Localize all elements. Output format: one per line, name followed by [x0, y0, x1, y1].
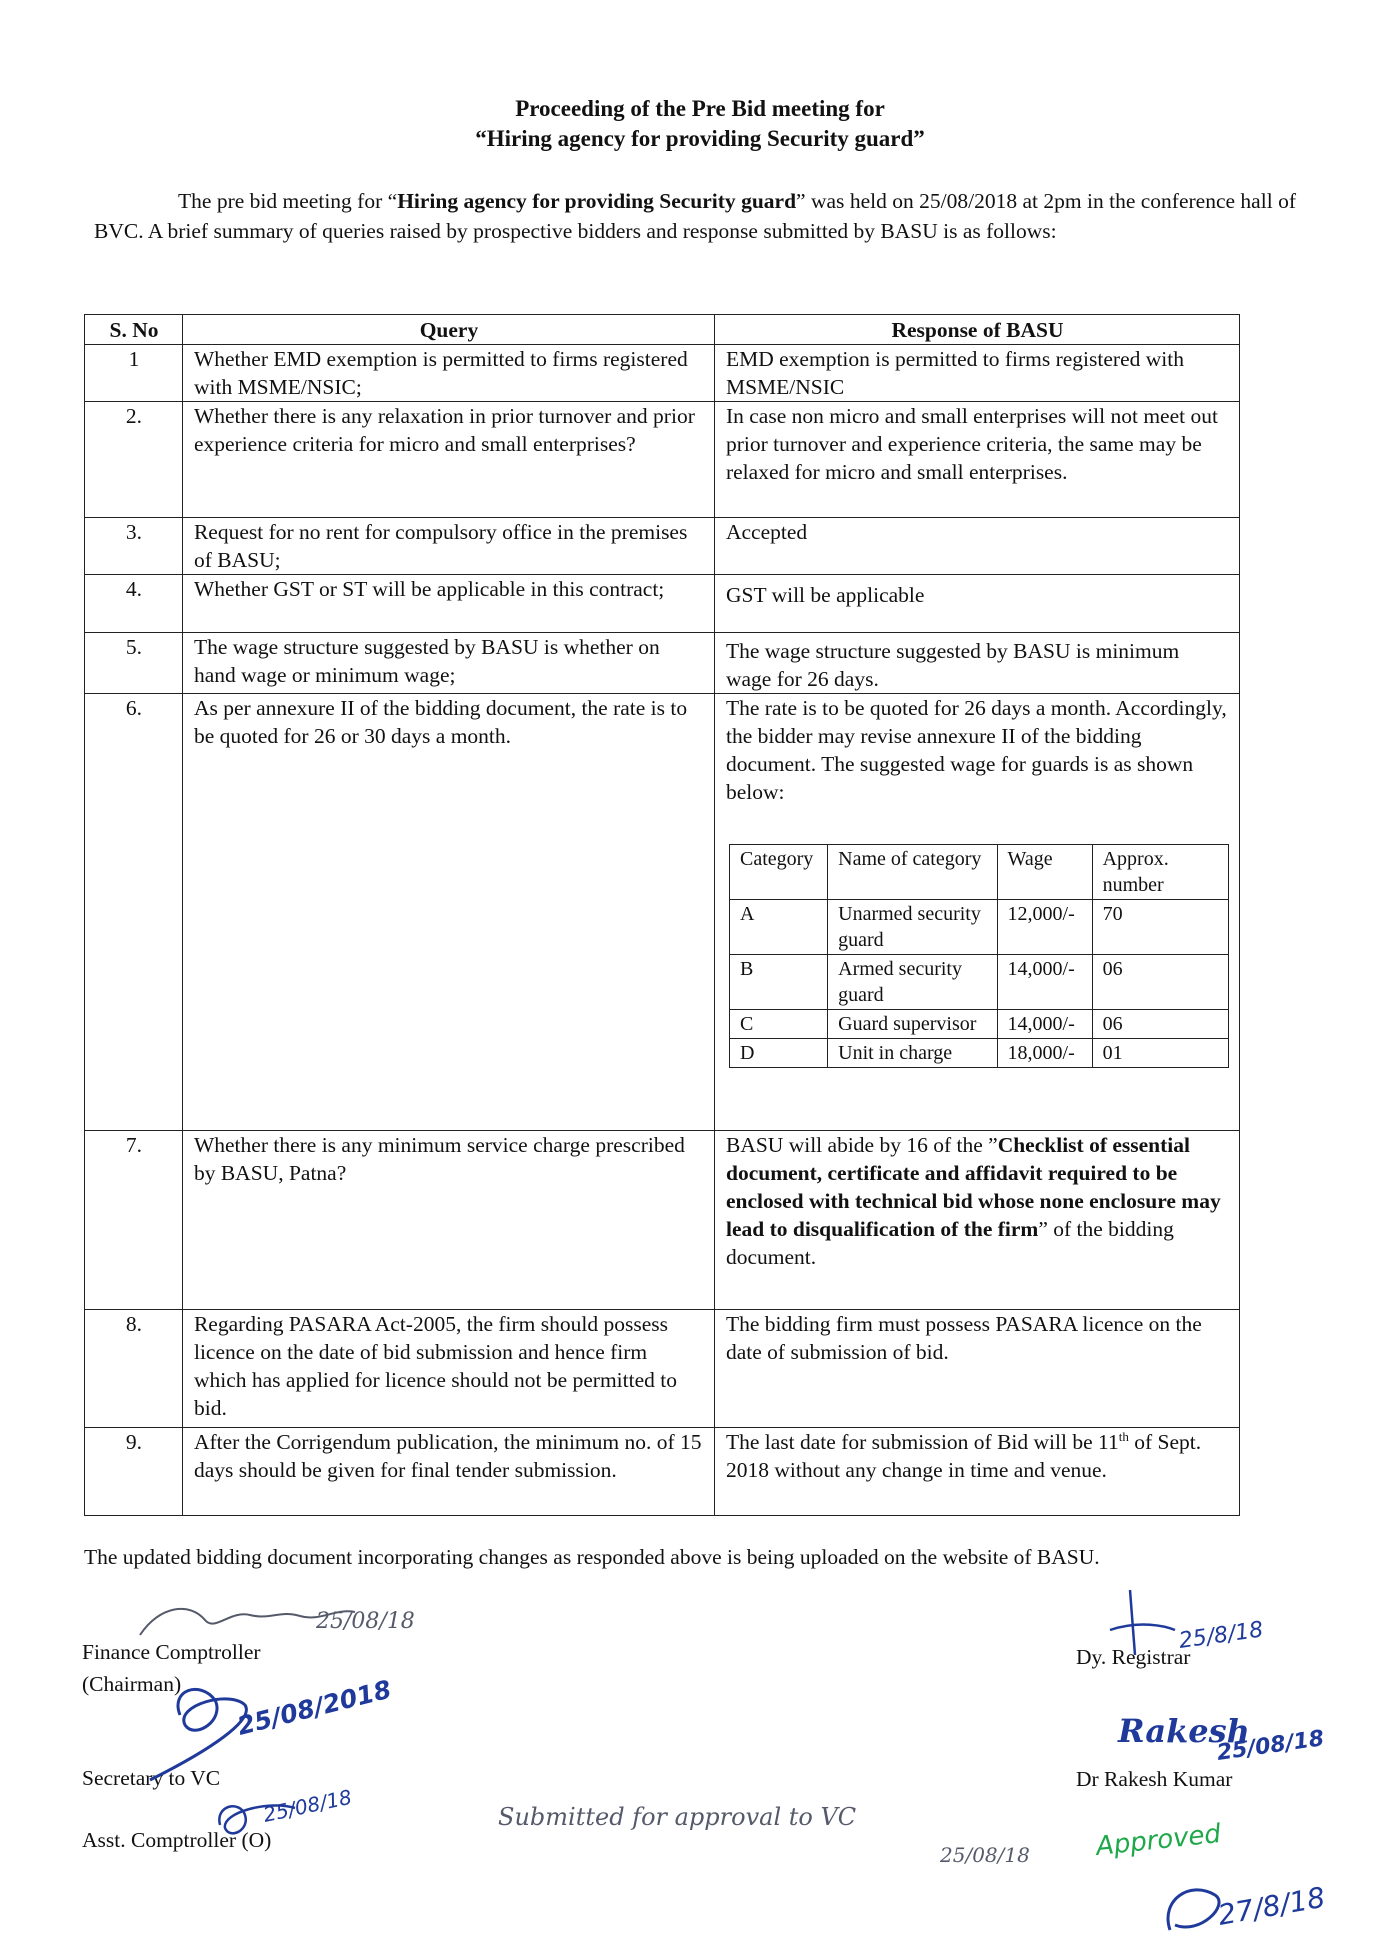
dr-rakesh-kumar-label: Dr Rakesh Kumar: [1076, 1767, 1233, 1791]
row-response: EMD exemption is permitted to firms registered with MSME/NSIC: [714, 345, 1239, 402]
row-response-pre: The last date for submission of Bid will be 11: [725, 1430, 1119, 1454]
asst-comptroller-label: Asst. Comptroller (O): [82, 1828, 272, 1852]
sig5-date: 25/08/18: [1215, 1726, 1326, 1766]
row-response-text: The wage structure suggested by BASU is minimum wage for 26 days.: [725, 639, 1180, 691]
wage-header-number: Approx. number: [1092, 845, 1228, 900]
row-sno: 7.: [85, 1131, 183, 1310]
wage-name: Unit in charge: [828, 1039, 997, 1068]
row-sno: 4.: [85, 575, 183, 633]
dy-registrar-signature: [1110, 1590, 1265, 1655]
wage-category: A: [729, 900, 827, 955]
wage-header-wage: Wage: [997, 845, 1092, 900]
row-sno: 9.: [85, 1428, 183, 1516]
row-sno: 6.: [85, 694, 183, 1131]
sig4-date: 25/8/18: [1177, 1617, 1265, 1654]
wage-number: 70: [1092, 900, 1228, 955]
row-query: As per annexure II of the bidding document, the rate is to be quoted for 26 or 30 days a month.: [182, 694, 714, 1131]
wage-amount: 14,000/-: [997, 1010, 1092, 1039]
row-query: The wage structure suggested by BASU is whether on hand wage or minimum wage;: [182, 633, 714, 694]
approved-text: Approved: [1094, 1819, 1223, 1862]
header-response: Response of BASU: [714, 315, 1239, 345]
intro-text-part1: The pre bid meeting for “: [178, 189, 398, 213]
wage-name: Unarmed security guard: [828, 900, 997, 955]
row-response: Accepted: [714, 518, 1239, 575]
row-sno: 2.: [85, 402, 183, 518]
header-query: Query: [182, 315, 714, 345]
secretary-signature: [150, 1675, 394, 1780]
sig5-name: Rakesh: [1118, 1712, 1250, 1750]
wage-header-category: Category: [729, 845, 827, 900]
wage-category: C: [729, 1010, 827, 1039]
wage-amount: 12,000/-: [997, 900, 1092, 955]
row-query: Whether EMD exemption is permitted to firms registered with MSME/NSIC;: [182, 345, 714, 402]
wage-amount: 18,000/-: [997, 1039, 1092, 1068]
intro-text-bold: Hiring agency for providing Security guard: [397, 189, 797, 213]
row-query: Whether there is any minimum service charge prescribed by BASU, Patna?: [182, 1131, 714, 1310]
row-sno: 3.: [85, 518, 183, 575]
row-response-bold: Checklist of essential document, certificate and affidavit required to be enclosed with technical bid whose none enclosure may lead to disqualification of the firm: [725, 1133, 1221, 1241]
submission-note: [498, 1803, 1030, 1867]
row-query: Request for no rent for compulsory office in the premises of BASU;: [182, 518, 714, 575]
secretary-label: Secretary to VC: [82, 1766, 221, 1790]
document-title-line2: “Hiring agency for providing Security guard”: [475, 126, 925, 151]
note-text: Submitted for approval to VC: [498, 1803, 857, 1831]
row-sno: 8.: [85, 1310, 183, 1428]
approval-mark: [1093, 1819, 1328, 1932]
sig1-date: 25/08/18: [316, 1609, 415, 1634]
row-response-text: GST will be applicable: [725, 583, 925, 607]
row-response-sup: th: [1118, 1428, 1129, 1444]
document-title-line1: Proceeding of the Pre Bid meeting for: [515, 96, 885, 121]
row-response-text: The rate is to be quoted for 26 days a month. Accordingly, the bidder may revise annexure II of the bidding document. The suggested wage for guards is as shown below:: [725, 696, 1227, 804]
chairman-label: (Chairman): [82, 1672, 182, 1696]
intro-text-part2: ” was held on 25/08/2018 at 2pm in the conference hall of BVC. A brief summary of queries raised by prospective bidders and response submitted by BASU is as follows:: [94, 189, 1296, 243]
approved-date: 27/8/18: [1215, 1880, 1328, 1932]
finance-comptroller-label: Finance Comptroller: [82, 1640, 261, 1664]
closing-statement: The updated bidding document incorporating changes as responded above is being uploaded on the website of BASU.: [84, 1545, 1100, 1569]
note-date: 25/08/18: [940, 1843, 1030, 1867]
wage-number: 06: [1092, 1010, 1228, 1039]
dy-registrar-label: Dy. Registrar: [1076, 1645, 1191, 1669]
asst-comptroller-signature: [219, 1785, 354, 1834]
row-response-pre: BASU will abide by 16 of the ”: [725, 1133, 998, 1157]
row-sno: 5.: [85, 633, 183, 694]
row-query: Whether there is any relaxation in prior turnover and prior experience criteria for micro and small enterprises?: [182, 402, 714, 518]
sig2-date: 25/08/2018: [234, 1674, 395, 1741]
row-query: Whether GST or ST will be applicable in this contract;: [182, 575, 714, 633]
row-query: After the Corrigendum publication, the minimum no. of 15 days should be given for final tender submission.: [182, 1428, 714, 1516]
row-response-post: ” of the bidding document.: [725, 1217, 1174, 1269]
wage-number: 06: [1092, 955, 1228, 1010]
row-response: In case non micro and small enterprises will not meet out prior turnover and experience criteria, the same may be relaxed for micro and small enterprises.: [714, 402, 1239, 518]
sig3-date: 25/08/18: [261, 1784, 354, 1827]
wage-name: Armed security guard: [828, 955, 997, 1010]
row-response-post: of Sept. 2018 without any change in time and venue.: [725, 1430, 1202, 1482]
header-sno: S. No: [85, 315, 183, 345]
wage-amount: 14,000/-: [997, 955, 1092, 1010]
row-response: The bidding firm must possess PASARA licence on the date of submission of bid.: [714, 1310, 1239, 1428]
row-sno: 1: [85, 345, 183, 402]
wage-category: D: [729, 1039, 827, 1068]
finance-comptroller-signature: [140, 1609, 415, 1635]
wage-number: 01: [1092, 1039, 1228, 1068]
dr-rakesh-signature: [1117, 1712, 1326, 1766]
wage-header-name: Name of category: [828, 845, 997, 900]
wage-name: Guard supervisor: [828, 1010, 997, 1039]
wage-category: B: [729, 955, 827, 1010]
row-query: Regarding PASARA Act-2005, the firm should possess licence on the date of bid submission and hence firm which has applied for licence should not be permitted to bid.: [182, 1310, 714, 1428]
